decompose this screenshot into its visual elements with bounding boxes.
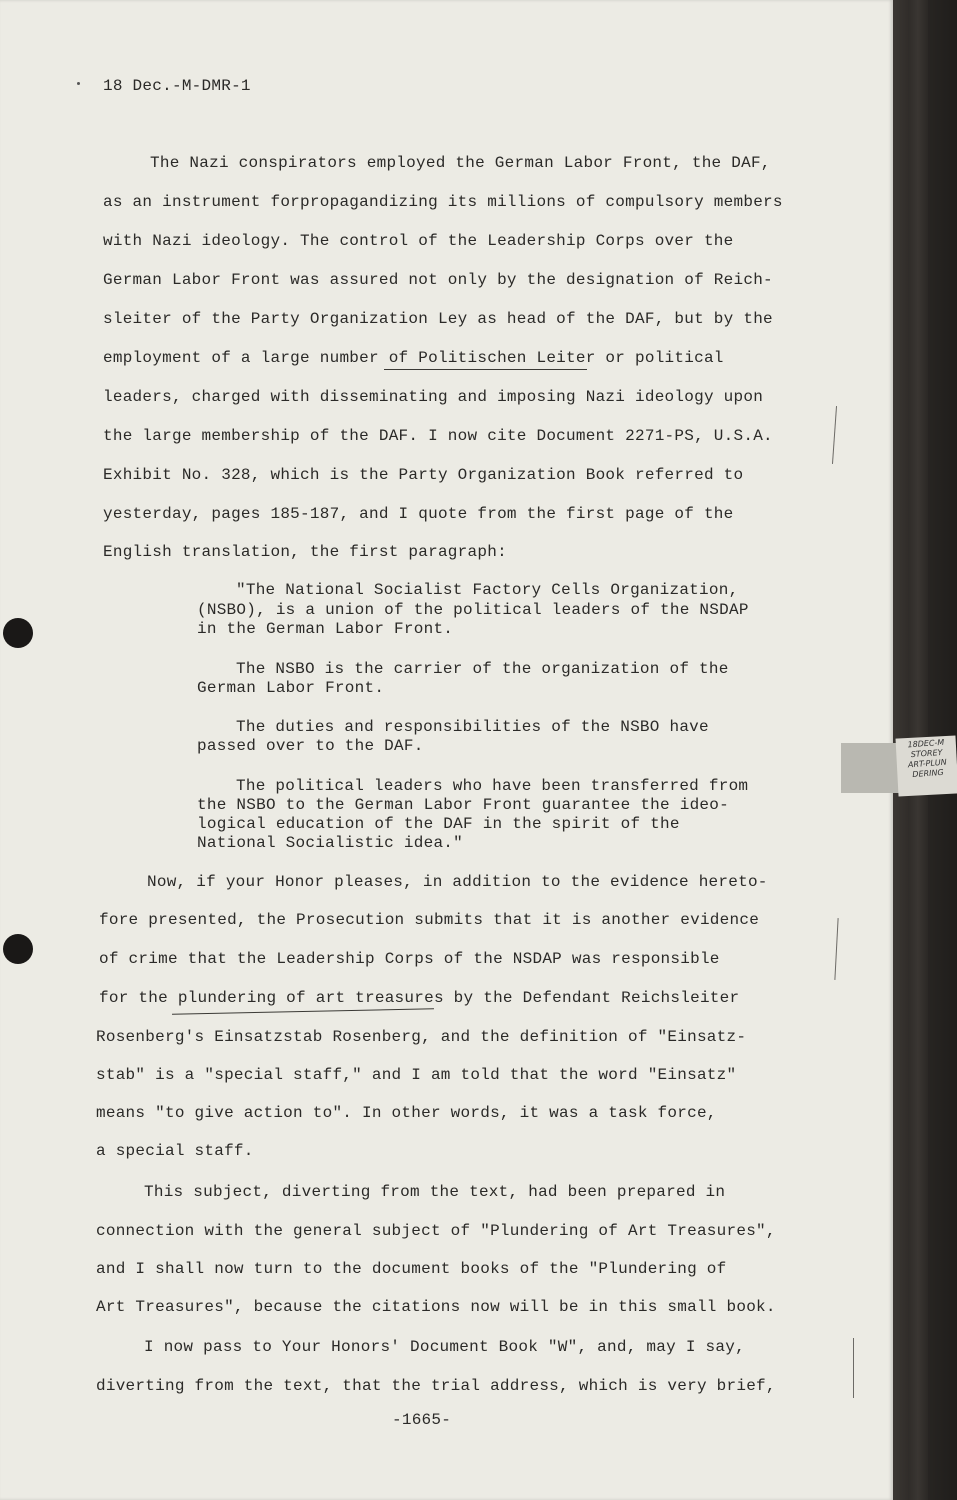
body-line: German Labor Front was assured not only by the designation of Reich-: [103, 271, 773, 289]
body-line: Art Treasures", because the citations now will be in this small book.: [96, 1298, 776, 1316]
body-line: leaders, charged with disseminating and imposing Nazi ideology upon: [103, 388, 764, 406]
ink-dot: [77, 82, 80, 85]
quote-line: in the German Labor Front.: [197, 620, 454, 638]
body-line: for the plundering of art treasures by the Defendant Reichsleiter: [99, 989, 740, 1007]
quote-line: logical education of the DAF in the spirit of the: [197, 815, 680, 833]
body-line: English translation, the first paragraph:: [103, 543, 507, 561]
quote-line: German Labor Front.: [197, 679, 385, 697]
body-line: The Nazi conspirators employed the German Labor Front, the DAF,: [150, 154, 771, 172]
body-line: I now pass to Your Honors' Document Book "W", and, may I say,: [144, 1338, 745, 1356]
body-line: fore presented, the Prosecution submits that it is another evidence: [99, 911, 760, 929]
body-line: Exhibit No. 328, which is the Party Organization Book referred to: [103, 466, 744, 484]
tab-note-line: ART-PLUN: [907, 757, 947, 770]
tab-note-line: 18DEC-M: [907, 737, 945, 750]
body-line: a special staff.: [96, 1142, 254, 1160]
quote-line: The political leaders who have been transferred from: [236, 777, 749, 795]
body-line: and I shall now turn to the document books of the "Plundering of: [96, 1260, 727, 1278]
quote-line: the NSBO to the German Labor Front guarantee the ideo-: [197, 796, 729, 814]
body-line: This subject, diverting from the text, had been prepared in: [144, 1183, 726, 1201]
body-line: as an instrument forpropagandizing its millions of compulsory members: [103, 193, 783, 211]
page-header: 18 Dec.-M-DMR-1: [103, 77, 251, 95]
index-tab-note: [897, 737, 957, 781]
punch-hole: [3, 934, 33, 964]
quote-line: National Socialistic idea.": [197, 834, 463, 852]
body-line: Now, if your Honor pleases, in addition to the evidence hereto-: [147, 873, 768, 891]
index-tab-shadow: [841, 743, 901, 793]
quote-line: passed over to the DAF.: [197, 737, 424, 755]
page-number: -1665-: [392, 1411, 452, 1429]
body-line: the large membership of the DAF. I now cite Document 2271-PS, U.S.A.: [103, 427, 773, 445]
body-line: stab" is a "special staff," and I am told that the word "Einsatz": [96, 1066, 737, 1084]
underline-politischen-leiter: [384, 369, 587, 370]
body-line: with Nazi ideology. The control of the Leadership Corps over the: [103, 232, 734, 250]
tab-note-line: DERING: [912, 767, 944, 780]
body-line: connection with the general subject of "Plundering of Art Treasures",: [96, 1222, 776, 1240]
quote-line: "The National Socialist Factory Cells Organization,: [236, 581, 739, 599]
margin-mark: [853, 1338, 854, 1398]
body-line: of crime that the Leadership Corps of the NSDAP was responsible: [99, 950, 720, 968]
tab-note-line: STOREY: [910, 747, 943, 760]
punch-hole: [3, 618, 33, 648]
body-line: Rosenberg's Einsatzstab Rosenberg, and the definition of "Einsatz-: [96, 1028, 747, 1046]
body-line: yesterday, pages 185-187, and I quote from the first page of the: [103, 505, 734, 523]
quote-line: The NSBO is the carrier of the organization of the: [236, 660, 729, 678]
quote-line: The duties and responsibilities of the NSBO have: [236, 718, 709, 736]
body-line: employment of a large number of Politischen Leiter or political: [103, 349, 724, 367]
body-line: means "to give action to". In other words, it was a task force,: [96, 1104, 717, 1122]
body-line: diverting from the text, that the trial address, which is very brief,: [96, 1377, 776, 1395]
body-line: sleiter of the Party Organization Ley as head of the DAF, but by the: [103, 310, 773, 328]
quote-line: (NSBO), is a union of the political leaders of the NSDAP: [197, 601, 749, 619]
